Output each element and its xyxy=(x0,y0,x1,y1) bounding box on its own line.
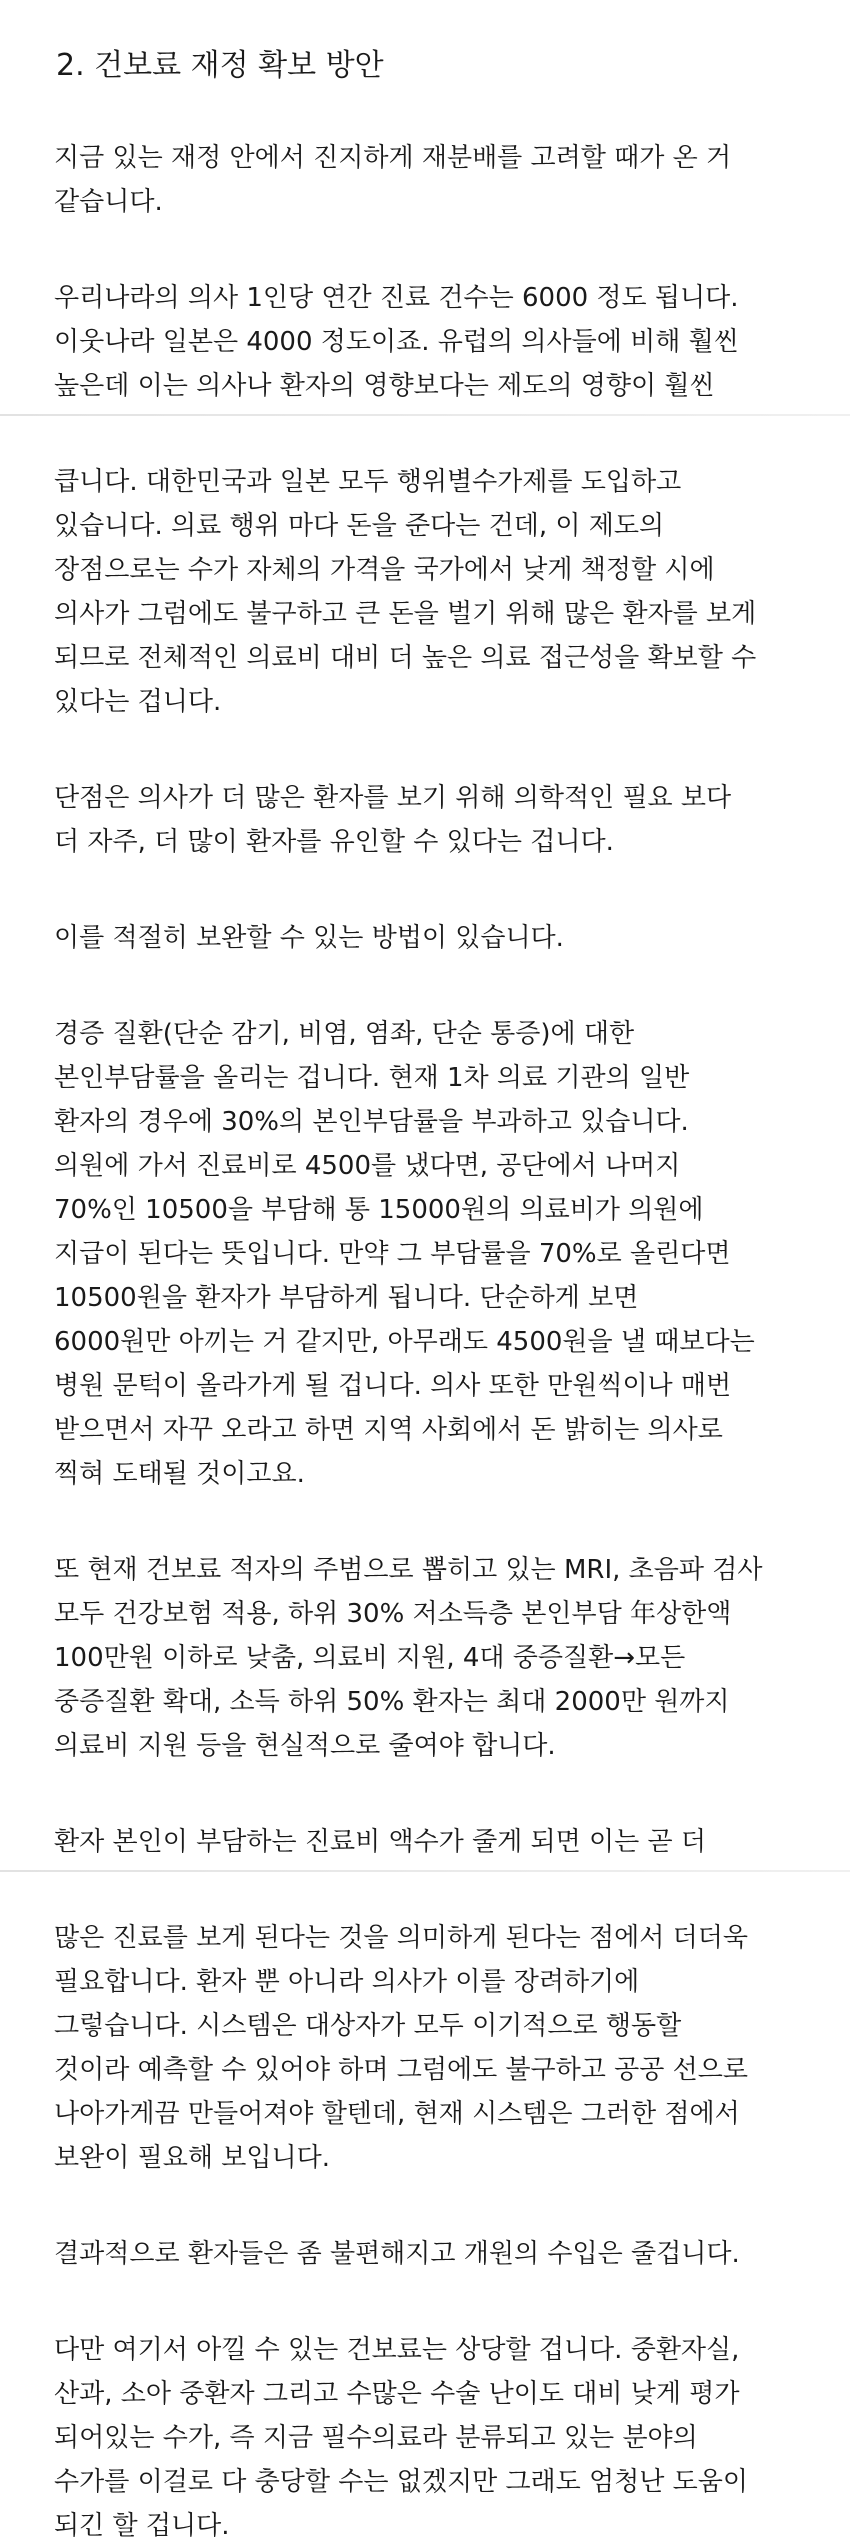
text-line: 되어있는 수가, 즉 지금 필수의료라 분류되고 있는 분야의 xyxy=(54,2423,698,2453)
text-line: 6000원만 아끼는 거 같지만, 아무래도 4500원을 낼 때보다는 xyxy=(54,1327,755,1357)
text-line: 큽니다. 대한민국과 일본 모두 행위별수가제를 도입하고 xyxy=(54,467,682,497)
text-line: 이웃나라 일본은 4000 정도이죠. 유럽의 의사들에 비해 훨씬 xyxy=(54,327,739,357)
text-line: 받으면서 자꾸 오라고 하면 지역 사회에서 돈 밝히는 의사로 xyxy=(54,1415,723,1445)
text-line: 같습니다. xyxy=(54,187,163,217)
text-line: 더 자주, 더 많이 환자를 유인할 수 있다는 겁니다. xyxy=(54,827,614,857)
text-line: 있다는 겁니다. xyxy=(54,687,222,717)
text-line: 보완이 필요해 보입니다. xyxy=(54,2143,330,2173)
paragraph-3 xyxy=(54,460,798,724)
text-line: 중증질환 확대, 소득 하위 50% 환자는 최대 2000만 원까지 xyxy=(54,1687,730,1717)
paragraph-7 xyxy=(54,1548,798,1768)
paragraph-8 xyxy=(54,1820,798,1864)
text-line: 의사가 그럼에도 불구하고 큰 돈을 벌기 위해 많은 환자를 보게 xyxy=(54,599,757,629)
text-line: 산과, 소아 중환자 그리고 수많은 수술 난이도 대비 낮게 평가 xyxy=(54,2379,740,2409)
text-line: 70%인 10500을 부담해 통 15000원의 의료비가 의원에 xyxy=(54,1195,704,1225)
text-line: 지금 있는 재정 안에서 진지하게 재분배를 고려할 때가 온 거 xyxy=(54,143,732,173)
paragraph-5 xyxy=(54,916,798,960)
paragraph-11 xyxy=(54,2328,798,2548)
text-line: 다만 여기서 아낄 수 있는 건보료는 상당할 겁니다. 중환자실, xyxy=(54,2335,740,2365)
text-line: 있습니다. 의료 행위 마다 돈을 준다는 건데, 이 제도의 xyxy=(54,511,665,541)
text-line: 단점은 의사가 더 많은 환자를 보기 위해 의학적인 필요 보다 xyxy=(54,783,732,813)
paragraph-10 xyxy=(54,2232,798,2276)
text-line: 결과적으로 환자들은 좀 불편해지고 개원의 수입은 줄겁니다. xyxy=(54,2239,740,2269)
text-line: 병원 문턱이 올라가게 될 겁니다. 의사 또한 만원씩이나 매번 xyxy=(54,1371,732,1401)
text-line: 우리나라의 의사 1인당 연간 진료 건수는 6000 정도 됩니다. xyxy=(54,283,739,313)
text-line: 지급이 된다는 뜻입니다. 만약 그 부담률을 70%로 올린다면 xyxy=(54,1239,731,1269)
text-line: 장점으로는 수가 자체의 가격을 국가에서 낮게 책정할 시에 xyxy=(54,555,715,585)
text-line: 본인부담률을 올리는 겁니다. 현재 1차 의료 기관의 일반 xyxy=(54,1063,690,1093)
text-line: 의료비 지원 등을 현실적으로 줄여야 합니다. xyxy=(54,1731,556,1761)
image-seam-divider xyxy=(0,414,850,416)
text-line: 필요합니다. 환자 뿐 아니라 의사가 이를 장려하기에 xyxy=(54,1967,640,1997)
text-line: 경증 질환(단순 감기, 비염, 염좌, 단순 통증)에 대한 xyxy=(54,1019,635,1049)
section-heading: 2. 건보료 재정 확보 방안 xyxy=(56,48,384,83)
image-seam-divider xyxy=(0,1870,850,1872)
text-line: 높은데 이는 의사나 환자의 영향보다는 제도의 영향이 훨씬 xyxy=(54,371,715,401)
text-line: 10500원을 환자가 부담하게 됩니다. 단순하게 보면 xyxy=(54,1283,639,1313)
text-line: 찍혀 도태될 것이고요. xyxy=(54,1459,305,1489)
paragraph-2 xyxy=(54,276,798,408)
text-line: 되므로 전체적인 의료비 대비 더 높은 의료 접근성을 확보할 수 xyxy=(54,643,757,673)
text-line: 모두 건강보험 적용, 하위 30% 저소득층 본인부담 年상한액 xyxy=(54,1599,732,1629)
text-line: 많은 진료를 보게 된다는 것을 의미하게 된다는 점에서 더더욱 xyxy=(54,1923,749,1953)
paragraph-4 xyxy=(54,776,798,864)
text-line: 나아가게끔 만들어져야 할텐데, 현재 시스템은 그러한 점에서 xyxy=(54,2099,740,2129)
paragraph-9 xyxy=(54,1916,798,2180)
text-line: 환자의 경우에 30%의 본인부담률을 부과하고 있습니다. xyxy=(54,1107,689,1137)
paragraph-6 xyxy=(54,1012,798,1496)
text-line: 100만원 이하로 낮춤, 의료비 지원, 4대 중증질환→모든 xyxy=(54,1643,686,1673)
text-line: 환자 본인이 부담하는 진료비 액수가 줄게 되면 이는 곧 더 xyxy=(54,1827,707,1857)
text-line: 수가를 이걸로 다 충당할 수는 없겠지만 그래도 엄청난 도움이 xyxy=(54,2467,749,2497)
text-line: 또 현재 건보료 적자의 주범으로 뽑히고 있는 MRI, 초음파 검사 xyxy=(54,1555,763,1585)
text-line: 것이라 예측할 수 있어야 하며 그럼에도 불구하고 공공 선으로 xyxy=(54,2055,749,2085)
text-line: 이를 적절히 보완할 수 있는 방법이 있습니다. xyxy=(54,923,564,953)
text-line: 의원에 가서 진료비로 4500를 냈다면, 공단에서 나머지 xyxy=(54,1151,681,1181)
paragraph-1 xyxy=(54,136,798,224)
text-line: 되긴 할 겁니다. xyxy=(54,2511,230,2541)
text-line: 그렇습니다. 시스템은 대상자가 모두 이기적으로 행동할 xyxy=(54,2011,682,2041)
